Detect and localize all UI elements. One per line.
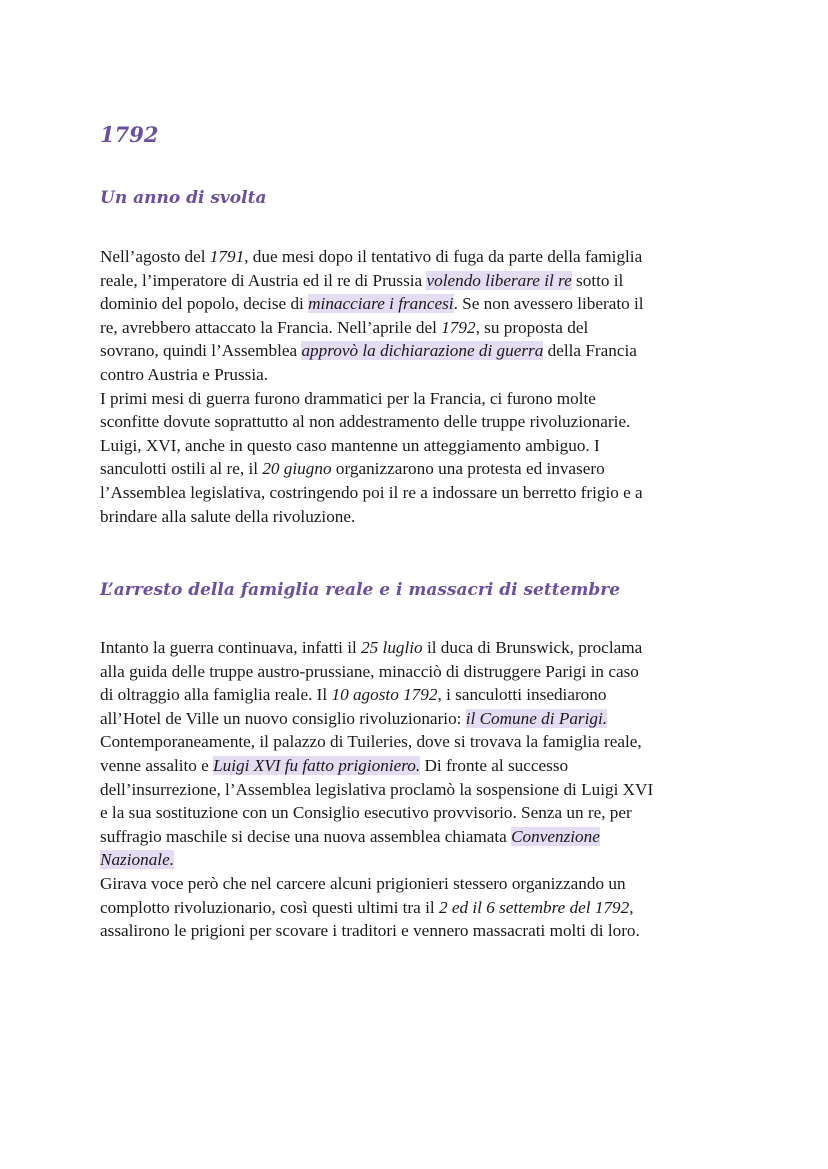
text-segment: il duca di Brunswick, proclama bbox=[422, 638, 643, 657]
text-line bbox=[100, 505, 740, 529]
text-segment: Nell’agosto del bbox=[100, 247, 210, 266]
text-segment: alla guida delle truppe austro-prussiane, minacciò di distruggere Parigi in caso bbox=[100, 661, 639, 681]
document-title: 1792 bbox=[100, 122, 159, 147]
highlighted-text: Convenzione bbox=[511, 826, 600, 846]
text-line bbox=[100, 730, 740, 754]
text-segment: e la sua sostituzione con un Consiglio esecutivo provvisorio. Senza un re, per bbox=[100, 803, 632, 823]
highlighted-text: volendo liberare il re bbox=[426, 270, 572, 290]
text-segment: brindare alla salute della rivoluzione. bbox=[100, 506, 356, 526]
italic-text: 1791 bbox=[209, 247, 245, 266]
highlighted-text: minacciare i francesi bbox=[308, 294, 454, 314]
text-segment: Girava voce però che nel carcere alcuni prigionieri stessero organizzando un bbox=[100, 873, 626, 893]
text-line bbox=[100, 434, 740, 458]
text-segment: sconfitte dovute soprattutto al non addestramento delle truppe rivoluzionarie. bbox=[100, 412, 631, 432]
highlighted-text: approvò la dichiarazione di guerra bbox=[301, 341, 544, 361]
highlighted-text: il Comune di Parigi. bbox=[465, 708, 608, 728]
italic-text: 10 agosto 1792 bbox=[331, 685, 438, 705]
text-line bbox=[100, 410, 740, 434]
text-segment: assalirono le prigioni per scovare i traditori e vennero massacrati molti di loro. bbox=[100, 921, 640, 941]
text-segment: , i sanculotti insediarono bbox=[437, 685, 607, 705]
text-line bbox=[100, 245, 740, 269]
text-line bbox=[100, 269, 740, 293]
italic-text: 25 luglio bbox=[361, 638, 423, 657]
text-segment: I primi mesi di guerra furono drammatici per la Francia, ci furono molte bbox=[100, 388, 596, 408]
italic-text: 2 ed il 6 settembre del 1792 bbox=[438, 897, 630, 917]
text-segment: organizzarono una protesta ed invasero bbox=[331, 459, 605, 479]
text-segment: re, avrebbero attaccato la Francia. Nell’aprile del bbox=[100, 317, 442, 337]
text-line bbox=[100, 660, 740, 684]
text-segment: Intanto la guerra continuava, infatti il bbox=[100, 638, 362, 657]
text-line bbox=[100, 387, 740, 411]
text-segment: l’Assemblea legislativa, costringendo poi il re a indossare un berretto frigio e a bbox=[100, 482, 643, 502]
text-line bbox=[100, 339, 740, 363]
highlighted-text: Nazionale. bbox=[100, 850, 175, 870]
text-segment: suffragio maschile si decise una nuova assemblea chiamata bbox=[100, 826, 512, 846]
text-line bbox=[100, 481, 740, 505]
italic-text: 1792 bbox=[441, 317, 476, 337]
section-heading-anno-di-svolta: Un anno di svolta bbox=[100, 188, 267, 208]
italic-text: 20 giugno bbox=[262, 459, 332, 479]
section-heading-arresto-famiglia-reale: L’arresto della famiglia reale e i massacri di settembre bbox=[100, 580, 621, 600]
text-segment: Di fronte al successo bbox=[420, 755, 569, 775]
text-segment: della Francia bbox=[543, 341, 637, 361]
text-line bbox=[100, 683, 740, 707]
text-segment: . Se non avessero liberato il bbox=[453, 294, 644, 314]
text-line bbox=[100, 825, 740, 849]
text-line bbox=[100, 457, 740, 481]
text-line bbox=[100, 848, 740, 872]
text-line bbox=[100, 316, 740, 340]
text-segment: reale, l’imperatore di Austria ed il re di Prussia bbox=[100, 270, 427, 290]
text-segment: dell’insurrezione, l’Assemblea legislativa proclamò la sospensione di Luigi XVI bbox=[100, 779, 654, 799]
text-segment: Contemporaneamente, il palazzo di Tuileries, dove si trovava la famiglia reale, bbox=[100, 732, 642, 752]
highlighted-text: Luigi XVI fu fatto prigioniero. bbox=[213, 755, 421, 775]
text-line bbox=[100, 778, 740, 802]
text-segment: sotto il bbox=[571, 270, 624, 290]
text-line bbox=[100, 801, 740, 825]
text-line bbox=[100, 872, 740, 896]
text-line bbox=[100, 754, 740, 778]
text-segment: all’Hotel de Ville un nuovo consiglio rivoluzionario: bbox=[100, 708, 466, 728]
text-segment: Luigi, XVI, anche in questo caso mantenne un atteggiamento ambiguo. I bbox=[100, 435, 600, 455]
text-segment: sovrano, quindi l’Assemblea bbox=[100, 341, 302, 361]
text-line bbox=[100, 292, 740, 316]
text-segment: venne assalito e bbox=[100, 755, 214, 775]
text-segment: di oltraggio alla famiglia reale. Il bbox=[100, 685, 332, 705]
text-segment: complotto rivoluzionario, così questi ultimi tra il bbox=[100, 897, 439, 917]
section-body-arresto-famiglia-reale bbox=[100, 636, 740, 943]
section-body-anno-di-svolta bbox=[100, 245, 740, 528]
text-segment: , bbox=[629, 897, 634, 917]
text-line bbox=[100, 919, 740, 943]
text-segment: contro Austria e Prussia. bbox=[100, 364, 269, 384]
text-segment: , due mesi dopo il tentativo di fuga da parte della famiglia bbox=[244, 247, 643, 266]
text-line bbox=[100, 363, 740, 387]
text-segment: dominio del popolo, decise di bbox=[100, 294, 309, 314]
text-line bbox=[100, 636, 740, 660]
text-segment: , su proposta del bbox=[475, 317, 589, 337]
text-line bbox=[100, 896, 740, 920]
text-segment: sanculotti ostili al re, il bbox=[100, 459, 263, 479]
text-line bbox=[100, 707, 740, 731]
